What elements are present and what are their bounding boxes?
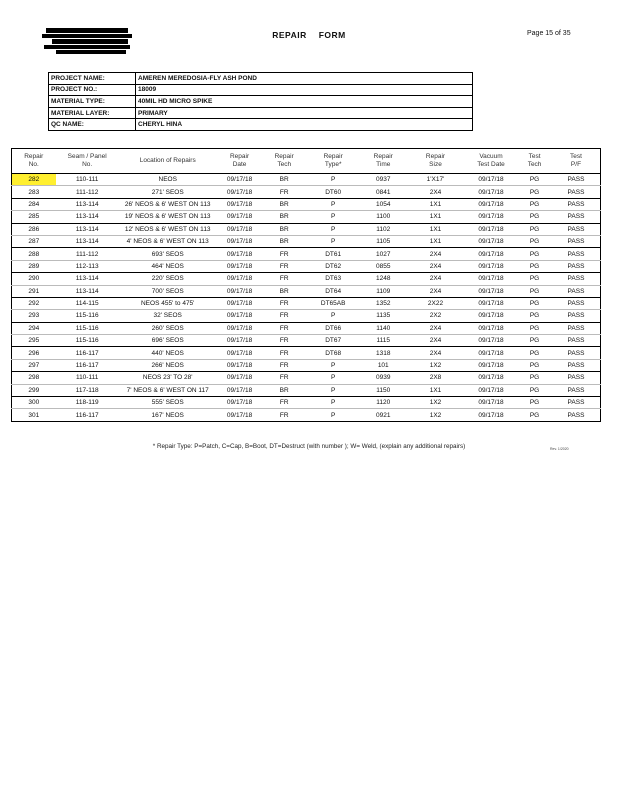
table-cell: 294 <box>12 322 56 334</box>
table-cell: 09/17/18 <box>465 235 517 247</box>
project-info-table <box>48 72 473 131</box>
table-row <box>12 273 601 285</box>
table-cell: 0937 <box>360 174 406 186</box>
table-cell: 09/17/18 <box>217 248 263 260</box>
table-cell: 1X1 <box>406 223 465 235</box>
table-cell: PG <box>517 248 552 260</box>
table-cell: 1X2 <box>406 397 465 409</box>
table-cell: 289 <box>12 260 56 272</box>
table-cell: PASS <box>552 174 601 186</box>
table-cell: 1115 <box>360 335 406 347</box>
table-cell: NEOS 455' to 475' <box>119 297 217 309</box>
table-cell: 293 <box>12 310 56 322</box>
table-cell: PG <box>517 235 552 247</box>
table-cell: 300 <box>12 397 56 409</box>
table-cell: 282 <box>12 174 56 186</box>
table-cell: PG <box>517 310 552 322</box>
table-cell: 111-112 <box>56 186 119 198</box>
table-cell: 286 <box>12 223 56 235</box>
table-cell: PG <box>517 285 552 297</box>
table-cell: 1027 <box>360 248 406 260</box>
table-cell: 09/17/18 <box>465 285 517 297</box>
table-cell: PG <box>517 372 552 384</box>
table-cell: FR <box>262 273 306 285</box>
table-cell: 288 <box>12 248 56 260</box>
project-info-value: 18009 <box>136 84 473 96</box>
table-cell: 291 <box>12 285 56 297</box>
table-cell: FR <box>262 248 306 260</box>
table-cell: 116-117 <box>56 347 119 359</box>
project-info-value: CHERYL HINA <box>136 119 473 131</box>
table-cell: 09/17/18 <box>465 372 517 384</box>
table-cell: 09/17/18 <box>217 297 263 309</box>
table-cell: BR <box>262 223 306 235</box>
table-cell: P <box>306 409 360 421</box>
table-cell: DT62 <box>306 260 360 272</box>
table-cell: 696' SEOS <box>119 335 217 347</box>
table-cell: P <box>306 211 360 223</box>
table-cell: 09/17/18 <box>465 322 517 334</box>
table-cell: P <box>306 397 360 409</box>
table-cell: 09/17/18 <box>217 235 263 247</box>
table-cell: 4' NEOS & 6' WEST ON 113 <box>119 235 217 247</box>
column-header: Repair Type* <box>306 149 360 174</box>
table-row <box>12 384 601 396</box>
table-cell: PG <box>517 211 552 223</box>
table-cell: PASS <box>552 248 601 260</box>
table-cell: 09/17/18 <box>465 273 517 285</box>
table-cell: 09/17/18 <box>465 174 517 186</box>
table-row <box>12 297 601 309</box>
table-cell: P <box>306 235 360 247</box>
column-header: Repair Tech <box>262 149 306 174</box>
table-cell: 09/17/18 <box>465 223 517 235</box>
table-cell: 115-116 <box>56 310 119 322</box>
project-info-row <box>49 96 473 108</box>
table-cell: 167' NEOS <box>119 409 217 421</box>
table-cell: 09/17/18 <box>217 335 263 347</box>
table-cell: 110-111 <box>56 372 119 384</box>
table-cell: 299 <box>12 384 56 396</box>
column-header: Repair Size <box>406 149 465 174</box>
table-cell: PASS <box>552 322 601 334</box>
table-cell: 1'X17' <box>406 174 465 186</box>
table-cell: 09/17/18 <box>217 174 263 186</box>
table-cell: NEOS 23' TO 28' <box>119 372 217 384</box>
table-cell: FR <box>262 359 306 371</box>
table-cell: FR <box>262 397 306 409</box>
table-cell: 09/17/18 <box>217 397 263 409</box>
table-row <box>12 347 601 359</box>
project-info-label: PROJECT NO.: <box>49 84 136 96</box>
table-cell: BR <box>262 285 306 297</box>
table-cell: 1X2 <box>406 409 465 421</box>
table-cell: 2X4 <box>406 285 465 297</box>
table-cell: 09/17/18 <box>217 322 263 334</box>
table-cell: 09/17/18 <box>217 359 263 371</box>
column-header: Repair No. <box>12 149 56 174</box>
project-info-row <box>49 84 473 96</box>
table-row <box>12 174 601 186</box>
table-cell: PASS <box>552 260 601 272</box>
table-cell: 2X2 <box>406 310 465 322</box>
table-cell: PASS <box>552 223 601 235</box>
table-cell: PG <box>517 223 552 235</box>
table-cell: 115-116 <box>56 322 119 334</box>
table-cell: FR <box>262 335 306 347</box>
table-cell: 12' NEOS & 6' WEST ON 113 <box>119 223 217 235</box>
table-cell: 09/17/18 <box>465 335 517 347</box>
table-row <box>12 310 601 322</box>
table-cell: 09/17/18 <box>217 347 263 359</box>
table-cell: PG <box>517 186 552 198</box>
table-cell: 284 <box>12 198 56 210</box>
table-cell: 1100 <box>360 211 406 223</box>
table-cell: 09/17/18 <box>217 260 263 272</box>
table-cell: PASS <box>552 397 601 409</box>
table-cell: 09/17/18 <box>465 198 517 210</box>
page-number: Page 15 of 35 <box>527 30 571 37</box>
project-info-label: QC NAME: <box>49 119 136 131</box>
column-header: Seam / Panel No. <box>56 149 119 174</box>
table-cell: DT68 <box>306 347 360 359</box>
table-cell: FR <box>262 186 306 198</box>
table-cell: 09/17/18 <box>217 186 263 198</box>
table-row <box>12 223 601 235</box>
table-cell: FR <box>262 260 306 272</box>
table-row <box>12 248 601 260</box>
table-cell: 09/17/18 <box>465 409 517 421</box>
table-cell: 283 <box>12 186 56 198</box>
table-cell: 1109 <box>360 285 406 297</box>
project-info-value: PRIMARY <box>136 107 473 119</box>
table-cell: 09/17/18 <box>217 211 263 223</box>
table-cell: 2X4 <box>406 186 465 198</box>
table-cell: 101 <box>360 359 406 371</box>
table-cell: 2X22 <box>406 297 465 309</box>
table-cell: 111-112 <box>56 248 119 260</box>
table-cell: PG <box>517 409 552 421</box>
project-info-value: 40MIL HD MICRO SPIKE <box>136 96 473 108</box>
table-cell: PASS <box>552 409 601 421</box>
table-row <box>12 186 601 198</box>
table-cell: 0841 <box>360 186 406 198</box>
column-header: Repair Date <box>217 149 263 174</box>
table-cell: 113-114 <box>56 223 119 235</box>
table-cell: 09/17/18 <box>217 310 263 322</box>
table-row <box>12 235 601 247</box>
table-cell: PASS <box>552 359 601 371</box>
table-cell: 09/17/18 <box>465 211 517 223</box>
table-cell: 112-113 <box>56 260 119 272</box>
table-cell: 09/17/18 <box>465 347 517 359</box>
repair-table <box>11 148 601 422</box>
table-cell: 19' NEOS & 6' WEST ON 113 <box>119 211 217 223</box>
table-cell: 1X1 <box>406 211 465 223</box>
table-cell: 09/17/18 <box>217 273 263 285</box>
table-cell: PG <box>517 322 552 334</box>
table-cell: 09/17/18 <box>465 384 517 396</box>
table-cell: FR <box>262 297 306 309</box>
table-cell: 285 <box>12 211 56 223</box>
table-cell: 271' SEOS <box>119 186 217 198</box>
table-cell: FR <box>262 372 306 384</box>
table-cell: 290 <box>12 273 56 285</box>
table-cell: PG <box>517 347 552 359</box>
table-cell: PASS <box>552 235 601 247</box>
column-header: Test Tech <box>517 149 552 174</box>
table-row <box>12 211 601 223</box>
table-cell: 292 <box>12 297 56 309</box>
table-cell: 09/17/18 <box>465 359 517 371</box>
table-cell: 260' SEOS <box>119 322 217 334</box>
table-cell: DT61 <box>306 248 360 260</box>
table-cell: P <box>306 372 360 384</box>
table-cell: 09/17/18 <box>465 297 517 309</box>
table-row <box>12 322 601 334</box>
table-cell: 220' SEOS <box>119 273 217 285</box>
project-info-value: AMEREN MEREDOSIA-FLY ASH POND <box>136 73 473 85</box>
table-cell: P <box>306 198 360 210</box>
table-cell: 1X2 <box>406 359 465 371</box>
table-cell: 32' SEOS <box>119 310 217 322</box>
table-cell: 09/17/18 <box>465 248 517 260</box>
table-cell: 1105 <box>360 235 406 247</box>
table-cell: 0939 <box>360 372 406 384</box>
revision-label: Rev. 1/2020 <box>550 447 569 451</box>
table-cell: DT63 <box>306 273 360 285</box>
table-cell: 2X4 <box>406 248 465 260</box>
table-cell: 2X8 <box>406 372 465 384</box>
project-info-label: MATERIAL LAYER: <box>49 107 136 119</box>
table-cell: 113-114 <box>56 273 119 285</box>
table-cell: 09/17/18 <box>465 186 517 198</box>
table-cell: PG <box>517 260 552 272</box>
table-cell: 1X1 <box>406 235 465 247</box>
table-cell: 113-114 <box>56 235 119 247</box>
table-cell: 440' NEOS <box>119 347 217 359</box>
table-cell: 09/17/18 <box>217 372 263 384</box>
table-cell: 118-119 <box>56 397 119 409</box>
table-cell: DT67 <box>306 335 360 347</box>
column-header: Vacuum Test Date <box>465 149 517 174</box>
table-cell: 09/17/18 <box>217 409 263 421</box>
table-row <box>12 397 601 409</box>
table-cell: 09/17/18 <box>465 310 517 322</box>
table-cell: PASS <box>552 186 601 198</box>
table-cell: 1135 <box>360 310 406 322</box>
table-cell: PG <box>517 273 552 285</box>
table-row <box>12 285 601 297</box>
table-cell: PG <box>517 198 552 210</box>
table-cell: 301 <box>12 409 56 421</box>
table-row <box>12 260 601 272</box>
table-cell: 297 <box>12 359 56 371</box>
table-cell: DT60 <box>306 186 360 198</box>
project-info-row <box>49 73 473 85</box>
table-cell: P <box>306 223 360 235</box>
table-cell: PASS <box>552 310 601 322</box>
table-cell: 09/17/18 <box>465 260 517 272</box>
table-cell: PG <box>517 397 552 409</box>
table-cell: 2X4 <box>406 347 465 359</box>
table-cell: 7' NEOS & 6' WEST ON 117 <box>119 384 217 396</box>
table-cell: PG <box>517 335 552 347</box>
table-cell: P <box>306 359 360 371</box>
table-cell: 26' NEOS & 6' WEST ON 113 <box>119 198 217 210</box>
table-cell: 287 <box>12 235 56 247</box>
table-cell: PG <box>517 297 552 309</box>
table-cell: 1248 <box>360 273 406 285</box>
table-row <box>12 335 601 347</box>
table-row <box>12 359 601 371</box>
table-cell: 114-115 <box>56 297 119 309</box>
table-cell: PASS <box>552 372 601 384</box>
table-cell: PASS <box>552 335 601 347</box>
table-cell: 113-114 <box>56 285 119 297</box>
table-cell: DT64 <box>306 285 360 297</box>
table-cell: 1140 <box>360 322 406 334</box>
table-cell: 113-114 <box>56 198 119 210</box>
table-cell: 116-117 <box>56 409 119 421</box>
table-cell: NEOS <box>119 174 217 186</box>
table-cell: 266' NEOS <box>119 359 217 371</box>
table-cell: P <box>306 384 360 396</box>
table-cell: PG <box>517 359 552 371</box>
table-cell: 2X4 <box>406 273 465 285</box>
table-cell: 116-117 <box>56 359 119 371</box>
table-cell: 115-116 <box>56 335 119 347</box>
table-cell: 298 <box>12 372 56 384</box>
column-header: Location of Repairs <box>119 149 217 174</box>
table-row <box>12 198 601 210</box>
table-cell: 2X4 <box>406 260 465 272</box>
table-cell: 1X1 <box>406 198 465 210</box>
table-cell: 09/17/18 <box>217 384 263 396</box>
table-cell: PASS <box>552 297 601 309</box>
table-cell: BR <box>262 174 306 186</box>
project-info-row <box>49 107 473 119</box>
table-cell: 296 <box>12 347 56 359</box>
table-cell: BR <box>262 384 306 396</box>
table-cell: 09/17/18 <box>217 223 263 235</box>
table-cell: 1150 <box>360 384 406 396</box>
table-cell: BR <box>262 211 306 223</box>
table-cell: 464' NEOS <box>119 260 217 272</box>
table-cell: 1120 <box>360 397 406 409</box>
table-cell: 1102 <box>360 223 406 235</box>
table-cell: 2X4 <box>406 335 465 347</box>
table-cell: 2X4 <box>406 322 465 334</box>
project-info-label: PROJECT NAME: <box>49 73 136 85</box>
table-cell: PASS <box>552 198 601 210</box>
table-cell: 1054 <box>360 198 406 210</box>
table-cell: PASS <box>552 273 601 285</box>
project-info-label: MATERIAL TYPE: <box>49 96 136 108</box>
table-cell: FR <box>262 409 306 421</box>
table-cell: 700' SEOS <box>119 285 217 297</box>
table-cell: DT65AB <box>306 297 360 309</box>
table-cell: DT66 <box>306 322 360 334</box>
table-cell: PASS <box>552 211 601 223</box>
table-cell: 1352 <box>360 297 406 309</box>
table-cell: 555' SEOS <box>119 397 217 409</box>
table-cell: 0855 <box>360 260 406 272</box>
table-cell: FR <box>262 347 306 359</box>
table-row <box>12 372 601 384</box>
table-cell: 117-118 <box>56 384 119 396</box>
table-cell: 1X1 <box>406 384 465 396</box>
table-cell: 113-114 <box>56 211 119 223</box>
column-header: Repair Time <box>360 149 406 174</box>
table-cell: PG <box>517 384 552 396</box>
table-cell: FR <box>262 322 306 334</box>
table-cell: PG <box>517 174 552 186</box>
table-cell: 0921 <box>360 409 406 421</box>
table-cell: BR <box>262 198 306 210</box>
column-header: Test P/F <box>552 149 601 174</box>
table-cell: 693' SEOS <box>119 248 217 260</box>
table-cell: PASS <box>552 384 601 396</box>
table-cell: PASS <box>552 347 601 359</box>
table-cell: FR <box>262 310 306 322</box>
table-cell: 295 <box>12 335 56 347</box>
table-cell: 09/17/18 <box>217 198 263 210</box>
table-row <box>12 409 601 421</box>
repair-type-footnote: * Repair Type: P=Patch, C=Cap, B=Boot, DT=Destruct (with number ); W= Weld, (explain any additional repairs) <box>152 443 466 450</box>
table-cell: PASS <box>552 285 601 297</box>
table-cell: 1318 <box>360 347 406 359</box>
table-cell: P <box>306 174 360 186</box>
project-info-row <box>49 119 473 131</box>
form-title: REPAIR FORM <box>272 30 346 40</box>
table-cell: 110-111 <box>56 174 119 186</box>
table-cell: 09/17/18 <box>217 285 263 297</box>
table-cell: P <box>306 310 360 322</box>
table-cell: 09/17/18 <box>465 397 517 409</box>
table-cell: BR <box>262 235 306 247</box>
